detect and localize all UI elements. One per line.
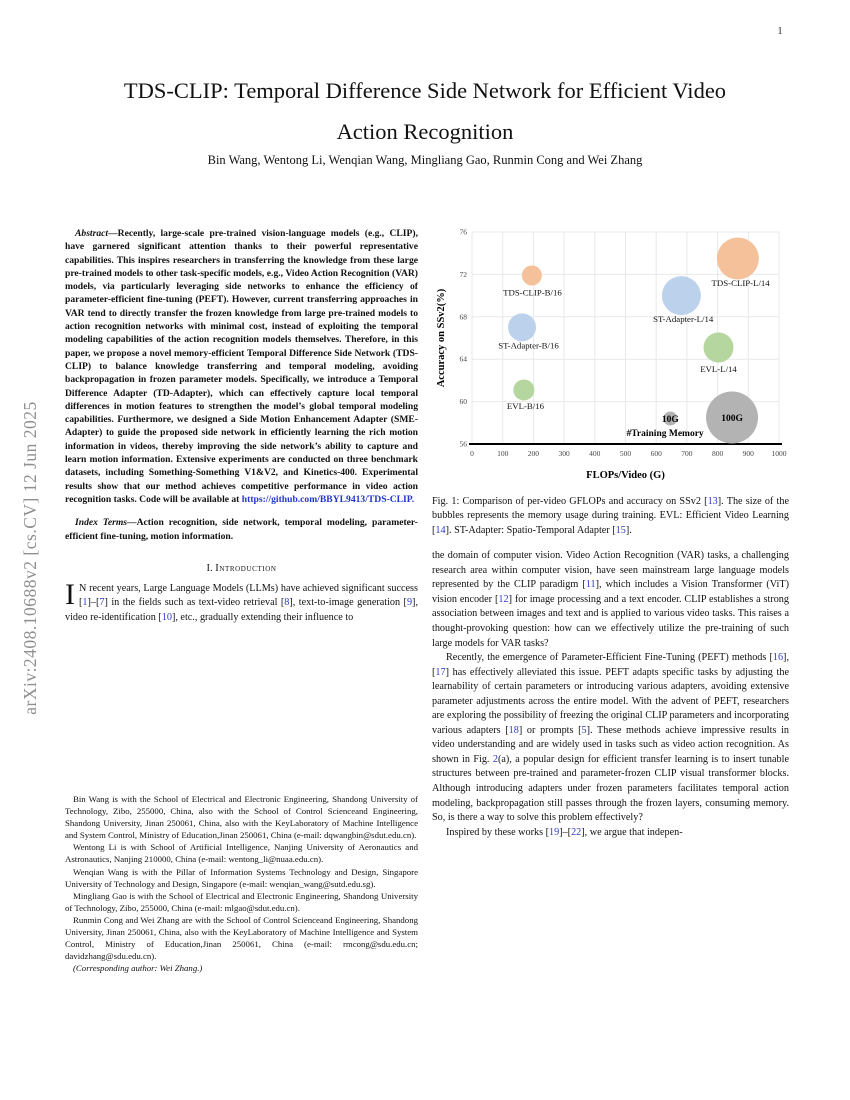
bubble: [508, 313, 536, 341]
x-tick-label: 0: [470, 449, 474, 458]
x-axis-label: FLOPs/Video (G): [586, 470, 665, 481]
paper-title: [40, 70, 810, 152]
footnote-runmin-cong-wei-zhang: Runmin Cong and Wei Zhang are with the School of Control Scienceand Engineering, Shandong University, Jinan 250061, China, also with the KeyLaboratory of Machine Intelligence and System Control, Ministry of Education,Jinan 250061, China (e-mail: rmcong@sdu.edu.cn; davidzhang@sdu.edu.cn).: [65, 914, 418, 962]
citation-link[interactable]: 18: [508, 724, 519, 736]
footnote-mingliang-gao: Mingliang Gao is with the School of Electrical and Electronic Engineering, Shandong University of Technology, Zibo, 255000, China (e-mail: mlgao@sdut.edu.cn).: [65, 890, 418, 913]
footnote-wenqian-wang: Wenqian Wang is with the Pillar of Information Systems Technology and Design, Singapore University of Technology and Design, Singapore (e-mail: wenqian_wang@sutd.edu.sg).: [65, 866, 418, 889]
citation-link[interactable]: 9: [406, 597, 413, 609]
size-legend-note: #Training Memory: [626, 429, 704, 440]
index-terms-dash: —: [127, 517, 137, 529]
bubble-label: EVL-L/14: [700, 363, 737, 374]
figure-1-caption: Fig. 1: Comparison of per-video GFLOPs and accuracy on SSv2 [13]. The size of the bubbles represents the memory usage during training. EVL: Efficient Video Learning [14]. ST-Adapter: Spatio-Temporal Adapter [15].: [432, 496, 789, 536]
citation-link[interactable]: 5: [581, 724, 587, 736]
bubble-label: ST-Adapter-B/16: [498, 340, 559, 351]
y-tick-label: 56: [459, 439, 467, 449]
x-tick-label: 400: [589, 449, 601, 458]
body-paragraph-1: the domain of computer vision. Video Action Recognition (VAR) tasks, a challenging research area within computer vision, have seen mainstream large language models represented by the CLIP paradigm [11], which includes a Vision Transformer (ViT) vision encoder [12] for image processing and a text encoder. CLIP establishes a strong association between images and text and is applied to various video tasks. This raises a thought-provoking question: how can we effectively utilize the pre-training of such large models for VAR tasks?: [432, 550, 789, 649]
bubble: [704, 333, 734, 363]
bubble: [513, 379, 534, 400]
y-tick-label: 64: [459, 354, 467, 364]
figure-1: [432, 222, 789, 538]
footnote-corresponding-author: (Corresponding author: Wei Zhang.): [73, 963, 203, 974]
bubble-label: ST-Adapter-L/14: [653, 314, 714, 325]
x-tick-label: 500: [619, 449, 632, 458]
citation-link[interactable]: 15: [615, 524, 626, 536]
y-tick-label: 60: [459, 397, 467, 407]
citation-link[interactable]: 16: [772, 652, 784, 664]
size-legend-label: 100G: [721, 414, 743, 424]
bubble-label: TDS-CLIP-L/14: [711, 278, 770, 289]
x-tick-label: 1000: [771, 449, 787, 458]
dropcap: I: [65, 577, 75, 611]
author-footnotes: [65, 793, 418, 974]
bubble: [522, 265, 542, 285]
abstract-text: Recently, large-scale pre-trained vision-language models (e.g., CLIP), have garnered significant attention thanks to their powerful representative capabilities. This inspires researchers in transferring the knowledge from these large pre-trained models to other task-specific models, e.g., Video Action Recognition (VAR) models, via particularly leveraging side networks to enhance the efficiency of parameter-efficient fine-tuning (PEFT). However, current transferring approaches in VAR tend to directly transfer the frozen knowledge from large pre-trained models to action recognition networks with minimal cost, instead of exploiting the temporal modeling capabilities of the action recognition models themselves. Therefore, in this paper, we propose a novel memory-efficient Temporal Difference Side Network (TDS-CLIP) to balance knowledge transferring and temporal modeling, avoiding backpropagation in frozen parameter models. Specifically, we introduce a Temporal Difference Adapter (TD-Adapter), which can effectively capture local temporal differences in motion features to strengthen the model’s global temporal modeling capabilities. Furthermore, we designed a Side Motion Enhancement Adapter (SME-Adapter) to guide the proposed side network in efficiently learning the rich motion information in videos, thereby improving the side network’s ability to capture and learn motion information. Extensive experiments are conducted on three benchmark datasets, including Something-Something V1&V2, and Kinetics-400. Experimental results show that our method achieves competitive performance in video action recognition tasks. Code will be available at: [65, 228, 418, 505]
authors: Bin Wang, Wentong Li, Wenqian Wang, Mingliang Gao, Runmin Cong and Wei Zhang: [207, 153, 643, 167]
intro-paragraph: [65, 577, 418, 626]
code-link[interactable]: https://github.com/BBYL9413/TDS-CLIP.: [241, 493, 415, 505]
abstract-label: Abstract: [75, 228, 109, 239]
bubble-label: TDS-CLIP-B/16: [503, 287, 562, 298]
y-tick-label: 68: [459, 312, 467, 322]
citation-link[interactable]: 7: [99, 597, 105, 609]
footnote-wentong-li: Wentong Li is with School of Artificial Intelligence, Nanjing University of Aeronautics and Astronautics, Nanjing 210000, China (e-mail: wentong_li@nuaa.edu.cn).: [65, 842, 418, 865]
intro-paragraph-text: N recent years, Large Language Models (LLMs) have achieved significant success [1]–[7] in the fields such as text-video retrieval [8], text-to-image generation [9], video re-identification [10], etc., gradually extending their influence to: [65, 582, 418, 623]
index-terms: [65, 516, 418, 543]
citation-link[interactable]: 1: [82, 597, 88, 609]
y-tick-label: 72: [459, 269, 467, 279]
bubble: [662, 276, 701, 315]
citation-link[interactable]: 8: [284, 597, 290, 609]
paper-title-line2: Action Recognition: [336, 119, 514, 144]
x-tick-label: 800: [711, 449, 724, 458]
citation-link[interactable]: 10: [161, 611, 172, 623]
citation-link[interactable]: 12: [498, 593, 509, 605]
y-axis-label: Accuracy on SSv2(%): [436, 288, 447, 388]
right-column: [432, 222, 789, 1052]
arxiv-watermark: arXiv:2408.10688v2 [cs.CV] 12 Jun 2025: [20, 401, 40, 715]
index-terms-text: Action recognition, side network, temporal modeling, parameter-efficient fine-tuning, motion information.: [65, 517, 418, 542]
size-legend-label: 10G: [661, 415, 679, 426]
bubble-chart: [432, 222, 789, 484]
page-number: 1: [777, 26, 783, 37]
index-terms-label: Index Terms: [75, 517, 128, 529]
x-tick-label: 300: [558, 449, 570, 458]
figure-link[interactable]: 2: [492, 753, 498, 765]
abstract: [65, 227, 418, 506]
x-tick-label: 200: [527, 449, 540, 458]
citation-link[interactable]: 14: [435, 524, 446, 536]
body-paragraph-3: Inspired by these works [19]–[22], we argue that indepen-: [446, 826, 683, 838]
section-title: Introduction: [215, 562, 277, 574]
citation-link[interactable]: 17: [435, 666, 446, 678]
bubble-label: EVL-B/16: [506, 401, 544, 412]
body-paragraph-2: Recently, the emergence of Parameter-Efficient Fine-Tuning (PEFT) methods [16], [17] has effectively alleviated this issue. PEFT adapts specific tasks by adjusting the learnability of certain parameters or introducing various adapters, avoiding extensive parameter adjustments across the entire model. With the advent of PEFT, researchers are exploring the possibility of freezing the original CLIP parameters and incorporating various adapters [18] or prompts [5]. These methods achieve impressive results in video understanding and are widely used in tasks such as video action recognition. As shown in Fig. 2(a), a popular design for efficient transfer learning is to insert tunable structures between pre-trained and parameter-frozen CLIP visual transformer blocks. Although introducing adapters under frozen parameters facilitates temporal action modeling, backpropagation still passes through the frozen layers, consuming memory. So, is there a way to solve this problem effectively?: [432, 652, 789, 824]
x-tick-label: 700: [681, 449, 693, 458]
citation-link[interactable]: 19: [548, 826, 560, 838]
x-tick-label: 900: [742, 449, 754, 458]
x-tick-label: 100: [497, 449, 509, 458]
paper-title-line1: TDS-CLIP: Temporal Difference Side Network for Efficient Video: [123, 78, 727, 103]
footnote-bin-wang: Bin Wang is with the School of Electrical and Electronic Engineering, Shandong University of Technology, Zibo, 255000, China, also with the School of Control Scienceand Engineering, Shandong University, Jinan 250061, China, also with the KeyLaboratory of Machine Intelligence and System Control, Ministry of Education,Jinan 250061, China (e-mail: dqwangbin@sdut.edu.cn).: [65, 794, 418, 841]
x-tick-label: 600: [650, 449, 662, 458]
abstract-dash: —: [108, 228, 118, 239]
bubble: [717, 238, 759, 280]
section-heading-introduction: [65, 563, 418, 574]
left-column: [65, 227, 418, 1037]
citation-link[interactable]: 22: [571, 826, 582, 838]
y-tick-label: 76: [459, 227, 467, 237]
citation-link[interactable]: 11: [585, 579, 596, 591]
section-number: I.: [206, 562, 213, 574]
citation-link[interactable]: 13: [707, 496, 718, 507]
